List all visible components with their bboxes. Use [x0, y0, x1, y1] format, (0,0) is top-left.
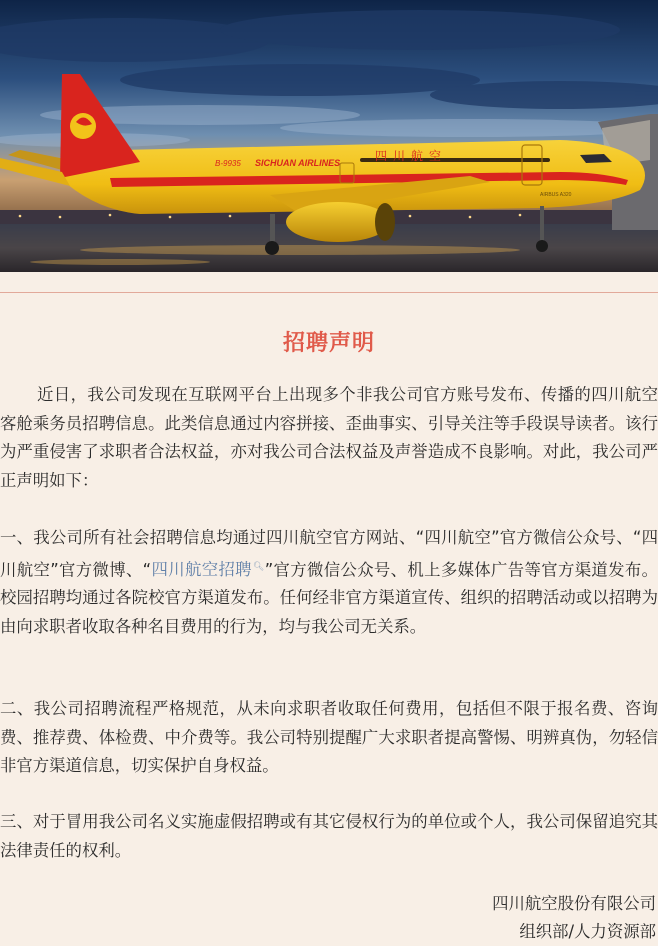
- section-divider: [0, 292, 658, 293]
- engine-text: AIRBUS A320: [540, 192, 572, 198]
- chinese-livery-text: 四川航空: [375, 149, 448, 163]
- clause-one-text-after: ”官方微信公众号、机上多媒体广告等官方渠道发布。校园招聘均通过各院校官方渠道发布。任何经非官方渠道宣传、组织的招聘活动或以招聘为由向求职者收取各种名目费用的行为，均与我公司无关系。: [0, 559, 658, 636]
- registration-text: B-9935: [215, 159, 241, 168]
- signature-company: 四川航空股份有限公司: [492, 894, 656, 913]
- clause-one-paragraph: [0, 524, 658, 641]
- clause-one-text-before: 一、我公司所有社会招聘信息均通过四川航空官方网站、“四川航空”官方微信公众号、“四川航空”官方微博、“: [0, 528, 658, 579]
- clause-three-paragraph: 三、对于冒用我公司名义实施虚假招聘或有其它侵权行为的单位或个人，我公司保留追究其法律责任的权利。: [0, 812, 658, 860]
- airplane-photo: [0, 0, 658, 272]
- clause-two-paragraph: 二、我公司招聘流程严格规范，从未向求职者收取任何费用，包括但不限于报名费、咨询费、推荐费、体检费、中介费等。我公司特别提醒广大求职者提高警惕、明辨真伪，勿轻信非官方渠道信息，切实保护自身权益。: [0, 699, 658, 775]
- hero-image: [0, 0, 658, 272]
- intro-paragraph: 近日，我公司发现在互联网平台上出现多个非我公司官方账号发布、传播的四川航空客舱乘务员招聘信息。此类信息通过内容拼接、歪曲事实、引导关注等手段误导读者。该行为严重侵害了求职者合法权益，亦对我公司合法权益及声誉造成不良影响。对此，我公司严正声明如下：: [0, 385, 658, 490]
- search-icon: 🔍︎: [252, 561, 265, 572]
- signature-department: 组织部/人力资源部: [519, 922, 656, 941]
- notice-title: 招聘声明: [282, 331, 375, 356]
- airline-livery-text: SICHUAN AIRLINES: [255, 158, 341, 168]
- recruitment-account-link-text: 四川航空招聘: [151, 559, 252, 579]
- recruitment-account-link[interactable]: [151, 560, 265, 579]
